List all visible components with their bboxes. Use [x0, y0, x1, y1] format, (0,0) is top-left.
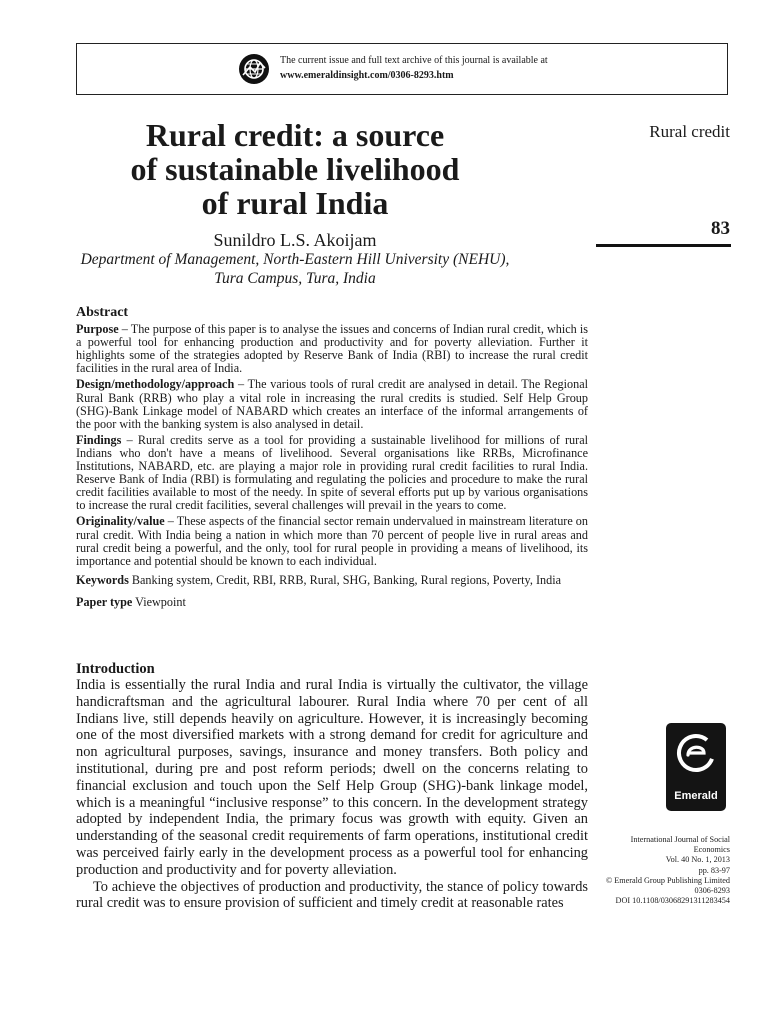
section-label: Purpose	[76, 322, 119, 337]
citation-line: International Journal of Social	[630, 835, 730, 844]
section-label: Design/methodology/approach	[76, 377, 235, 392]
article-title	[100, 118, 490, 220]
affiliation-line: Department of Management, North-Eastern Hill University (NEHU),	[80, 251, 510, 268]
journal-availability-box	[76, 43, 728, 95]
section-label: Findings	[76, 432, 122, 447]
intro-paragraph: India is essentially the rural India and rural India is virtually the cultivator, the village handicraftsman and the agricultural labourer. Rural India where 70 per cent of all Indians live, still depends heavily on agriculture. However, it is increasingly becoming one of the most diversified markets with a strong demand for credit for agriculture and non agricultural purposes, savings, insurance and money transfers. Both policy and institutional, during pre and post reform periods; dwell on the concerns relating to financial exclusion and touch upon the Self Help Group (SHG)-bank linkage model, which is a meaningful “inclusive response” to this concern. In the development strategy adopted by independent India, the primary focus was growth with equity. Given an understanding of the seasonal credit requirements of farm operations, institutional credit was perceived fairly early in the development process as a powerful tool for enhancing production and productivity and for poverty alleviation.	[76, 677, 588, 878]
affiliation-line: Tura Campus, Tura, India	[214, 270, 376, 287]
author-name: Sunildro L.S. Akoijam	[213, 230, 377, 250]
abstract-originality	[76, 515, 588, 567]
paper-type-label: Paper type	[76, 594, 133, 609]
citation-line: © Emerald Group Publishing Limited	[605, 875, 730, 885]
abstract-heading: Abstract	[76, 305, 129, 320]
section-text: The various tools of rural credit are analysed in detail. The Regional Rural Bank (RRB) who play a vital role in increasing the rural credits is studied. Self Help Group (SHG)-Bank Linkage model of NABARD which creates an interface of the informal arrangements of the poor with the banking system is also analysed in detail.	[76, 377, 588, 431]
section-text: Rural credits serve as a tool for providing a sustainable livelihood for millions of rural Indians who don't have a means of livelihood. Several organisations like RRBs, Microfinance Institutions, NABARD, etc. are playing a major role in providing rural credit facilities to rural India. Reserve Bank of India (RBI) is formulating and regulating the policies and procedure to make the rural credit facilities available to most of the needy. In spite of several efforts put up by various organisations to increase the rural credit facilities, several challenges will prevail in the years to come.	[76, 432, 589, 513]
label-separator: –	[118, 322, 131, 337]
introduction-section	[76, 661, 588, 912]
title-line: of sustainable livelihood	[130, 151, 460, 187]
emerald-globe-icon	[238, 53, 270, 85]
section-text: These aspects of the financial sector remain undervalued in mainstream literature on rural credit. With India being a nation in which more than 70 percent of people live in rural areas and rural credit being a powerful, and the only, tool for rural people in providing a means of livelihood, its importance and potential should be known to each individual.	[76, 514, 588, 568]
journal-url-link[interactable]: www.emeraldinsight.com/0306-8293.htm	[280, 70, 454, 81]
keywords-label: Keywords	[76, 572, 129, 587]
label-separator: –	[121, 432, 138, 447]
keywords-text: Banking system, Credit, RBI, RRB, Rural, SHG, Banking, Rural regions, Poverty, India	[131, 572, 561, 587]
section-text: The purpose of this paper is to analyse the issues and concerns of Indian rural credit, which is a powerful tool for enhancing production and productivity and for poverty alleviation. Further it highlights some of the strategies adopted by Reserve Bank of India (RBI) to increase the rural credit facilities in the rural area of India.	[76, 322, 588, 376]
abstract-purpose	[76, 323, 588, 375]
running-head: Rural credit	[649, 122, 730, 141]
journal-citation	[590, 835, 730, 906]
citation-line: DOI 10.1108/03068291311283454	[615, 896, 730, 906]
intro-paragraph: To achieve the objectives of production and productivity, the stance of policy towards rural credit was to ensure provision of sufficient and timely credit at reasonable rates	[76, 878, 588, 912]
availability-text: The current issue and full text archive of this journal is available at	[280, 55, 548, 66]
paper-type-text: Viewpoint	[135, 594, 186, 609]
abstract	[76, 306, 588, 612]
citation-line: Economics	[693, 845, 730, 855]
title-line: Rural credit: a source	[145, 117, 445, 153]
keywords	[76, 574, 588, 587]
title-line: of rural India	[201, 185, 389, 221]
label-separator: –	[234, 377, 248, 392]
abstract-findings	[76, 434, 588, 513]
section-label: Originality/value	[76, 514, 165, 529]
author-affiliation	[80, 250, 510, 288]
introduction-heading: Introduction	[76, 661, 155, 677]
label-separator: –	[164, 514, 177, 529]
emerald-swirl-icon	[674, 731, 718, 775]
citation-line: pp. 83-97	[698, 865, 730, 875]
emerald-wordmark: Emerald	[674, 790, 718, 802]
citation-line: Vol. 40 No. 1, 2013	[665, 855, 730, 865]
page-number-rule	[596, 244, 731, 247]
paper-type	[76, 596, 588, 609]
abstract-design	[76, 378, 588, 430]
emerald-logo	[666, 723, 726, 811]
citation-line: 0306-8293	[694, 886, 730, 896]
page-number: 83	[711, 218, 730, 239]
